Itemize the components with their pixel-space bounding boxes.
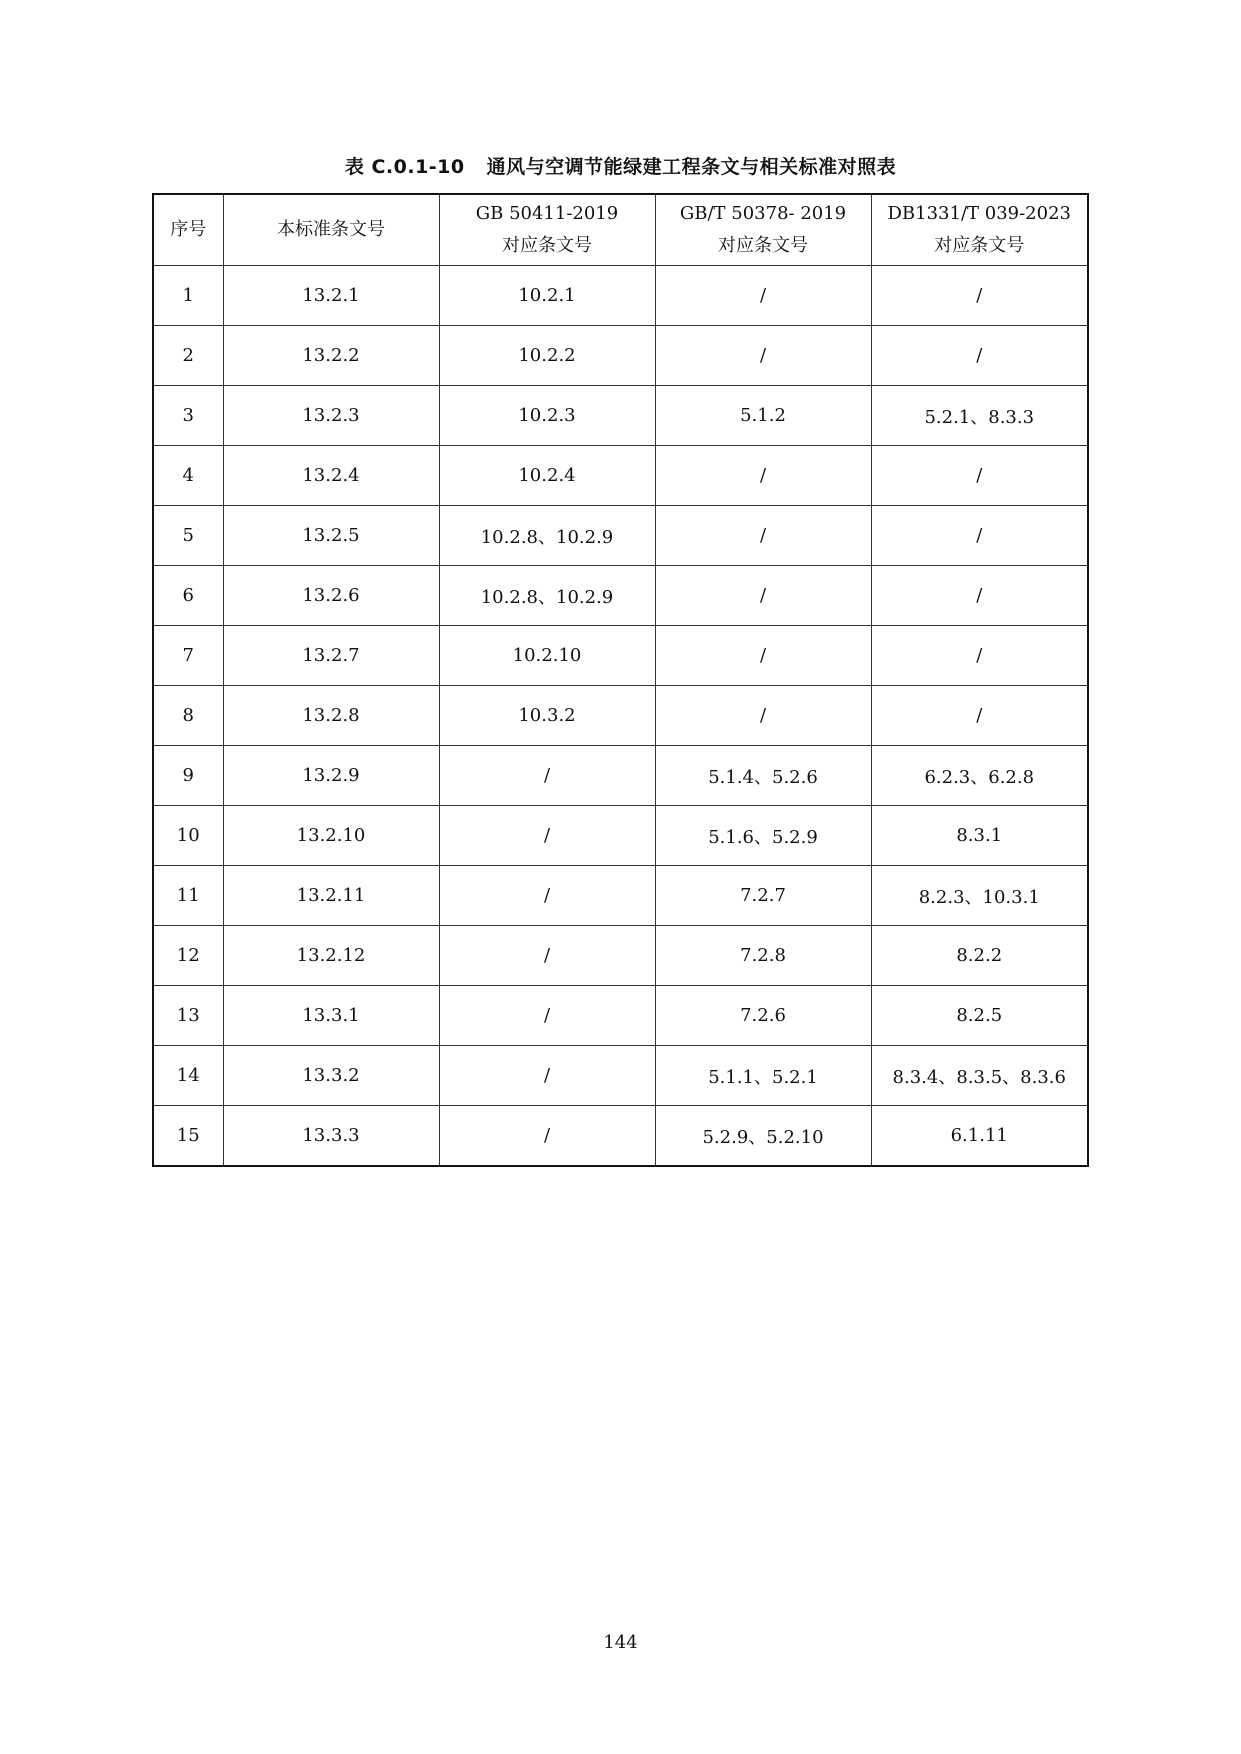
table-row xyxy=(153,986,1088,1046)
cell-this-standard: 13.3.2 xyxy=(223,1046,439,1106)
cell-gb50411: / xyxy=(439,1106,655,1167)
cell-db1331: / xyxy=(871,266,1088,326)
comparison-table xyxy=(152,193,1089,1167)
header-gbt50378 xyxy=(655,194,871,266)
table-row xyxy=(153,266,1088,326)
header-this-standard: 本标准条文号 xyxy=(223,194,439,266)
table-code: 表 C.0.1-10 xyxy=(344,156,465,178)
cell-db1331: 8.2.2 xyxy=(871,926,1088,986)
header-db1331 xyxy=(871,194,1088,266)
table-row xyxy=(153,806,1088,866)
header-gb50411 xyxy=(439,194,655,266)
cell-gb50411: / xyxy=(439,806,655,866)
cell-no: 2 xyxy=(153,326,223,386)
cell-this-standard: 13.3.3 xyxy=(223,1106,439,1167)
header-db1331-line1: DB1331/T 039-2023 xyxy=(887,203,1071,224)
table-row xyxy=(153,626,1088,686)
cell-db1331: 8.3.1 xyxy=(871,806,1088,866)
cell-gbt50378: / xyxy=(655,626,871,686)
cell-no: 8 xyxy=(153,686,223,746)
cell-no: 7 xyxy=(153,626,223,686)
cell-this-standard: 13.2.6 xyxy=(223,566,439,626)
cell-gbt50378: 5.1.2 xyxy=(655,386,871,446)
cell-this-standard: 13.2.8 xyxy=(223,686,439,746)
cell-gbt50378: 5.1.4、5.2.6 xyxy=(655,746,871,806)
cell-db1331: / xyxy=(871,326,1088,386)
table-row xyxy=(153,1106,1088,1167)
table-row xyxy=(153,566,1088,626)
cell-gbt50378: / xyxy=(655,446,871,506)
cell-no: 3 xyxy=(153,386,223,446)
table-row xyxy=(153,686,1088,746)
table-title-text: 通风与空调节能绿建工程条文与相关标准对照表 xyxy=(486,156,897,178)
cell-this-standard: 13.3.1 xyxy=(223,986,439,1046)
cell-db1331: 8.3.4、8.3.5、8.3.6 xyxy=(871,1046,1088,1106)
cell-no: 15 xyxy=(153,1106,223,1167)
cell-db1331: 6.2.3、6.2.8 xyxy=(871,746,1088,806)
table-body xyxy=(153,266,1088,1167)
cell-gb50411: 10.2.2 xyxy=(439,326,655,386)
cell-db1331: / xyxy=(871,626,1088,686)
cell-db1331: 8.2.5 xyxy=(871,986,1088,1046)
table-row xyxy=(153,446,1088,506)
cell-this-standard: 13.2.5 xyxy=(223,506,439,566)
table-row xyxy=(153,926,1088,986)
cell-db1331: 5.2.1、8.3.3 xyxy=(871,386,1088,446)
cell-this-standard: 13.2.9 xyxy=(223,746,439,806)
cell-this-standard: 13.2.12 xyxy=(223,926,439,986)
cell-gbt50378: 7.2.6 xyxy=(655,986,871,1046)
cell-gbt50378: / xyxy=(655,506,871,566)
cell-no: 12 xyxy=(153,926,223,986)
header-row xyxy=(153,194,1088,266)
cell-gb50411: 10.2.8、10.2.9 xyxy=(439,566,655,626)
cell-no: 14 xyxy=(153,1046,223,1106)
cell-db1331: / xyxy=(871,566,1088,626)
cell-no: 9 xyxy=(153,746,223,806)
cell-db1331: 6.1.11 xyxy=(871,1106,1088,1167)
table-header xyxy=(153,194,1088,266)
cell-gbt50378: / xyxy=(655,266,871,326)
cell-gb50411: 10.2.3 xyxy=(439,386,655,446)
table-row xyxy=(153,866,1088,926)
cell-no: 6 xyxy=(153,566,223,626)
cell-gb50411: / xyxy=(439,746,655,806)
table-title xyxy=(0,152,1241,179)
cell-db1331: / xyxy=(871,506,1088,566)
header-gb50411-line1: GB 50411-2019 xyxy=(475,203,619,224)
cell-gb50411: / xyxy=(439,986,655,1046)
cell-gb50411: 10.2.4 xyxy=(439,446,655,506)
cell-this-standard: 13.2.10 xyxy=(223,806,439,866)
table-row xyxy=(153,506,1088,566)
cell-this-standard: 13.2.1 xyxy=(223,266,439,326)
cell-gb50411: 10.3.2 xyxy=(439,686,655,746)
header-gbt50378-line1: GB/T 50378- 2019 xyxy=(679,203,847,224)
table-row xyxy=(153,326,1088,386)
page-number: 144 xyxy=(603,1632,638,1653)
cell-gb50411: 10.2.10 xyxy=(439,626,655,686)
cell-this-standard: 13.2.11 xyxy=(223,866,439,926)
table-row xyxy=(153,386,1088,446)
cell-no: 11 xyxy=(153,866,223,926)
cell-gb50411: / xyxy=(439,926,655,986)
cell-no: 5 xyxy=(153,506,223,566)
cell-gbt50378: 7.2.8 xyxy=(655,926,871,986)
header-db1331-line2: 对应条文号 xyxy=(934,235,1025,256)
cell-no: 4 xyxy=(153,446,223,506)
cell-gb50411: 10.2.1 xyxy=(439,266,655,326)
cell-gbt50378: 5.2.9、5.2.10 xyxy=(655,1106,871,1167)
cell-gbt50378: / xyxy=(655,326,871,386)
cell-db1331: 8.2.3、10.3.1 xyxy=(871,866,1088,926)
cell-this-standard: 13.2.3 xyxy=(223,386,439,446)
cell-gbt50378: 5.1.6、5.2.9 xyxy=(655,806,871,866)
cell-db1331: / xyxy=(871,686,1088,746)
header-gbt50378-line2: 对应条文号 xyxy=(718,235,808,256)
cell-gbt50378: 5.1.1、5.2.1 xyxy=(655,1046,871,1106)
cell-gb50411: / xyxy=(439,1046,655,1106)
cell-no: 10 xyxy=(153,806,223,866)
cell-this-standard: 13.2.2 xyxy=(223,326,439,386)
cell-gbt50378: / xyxy=(655,686,871,746)
table-row xyxy=(153,746,1088,806)
cell-this-standard: 13.2.7 xyxy=(223,626,439,686)
cell-this-standard: 13.2.4 xyxy=(223,446,439,506)
header-no: 序号 xyxy=(153,194,223,266)
cell-no: 1 xyxy=(153,266,223,326)
cell-no: 13 xyxy=(153,986,223,1046)
cell-gb50411: 10.2.8、10.2.9 xyxy=(439,506,655,566)
cell-gbt50378: 7.2.7 xyxy=(655,866,871,926)
table-row xyxy=(153,1046,1088,1106)
cell-gb50411: / xyxy=(439,866,655,926)
cell-gbt50378: / xyxy=(655,566,871,626)
header-gb50411-line2: 对应条文号 xyxy=(502,235,592,256)
cell-db1331: / xyxy=(871,446,1088,506)
